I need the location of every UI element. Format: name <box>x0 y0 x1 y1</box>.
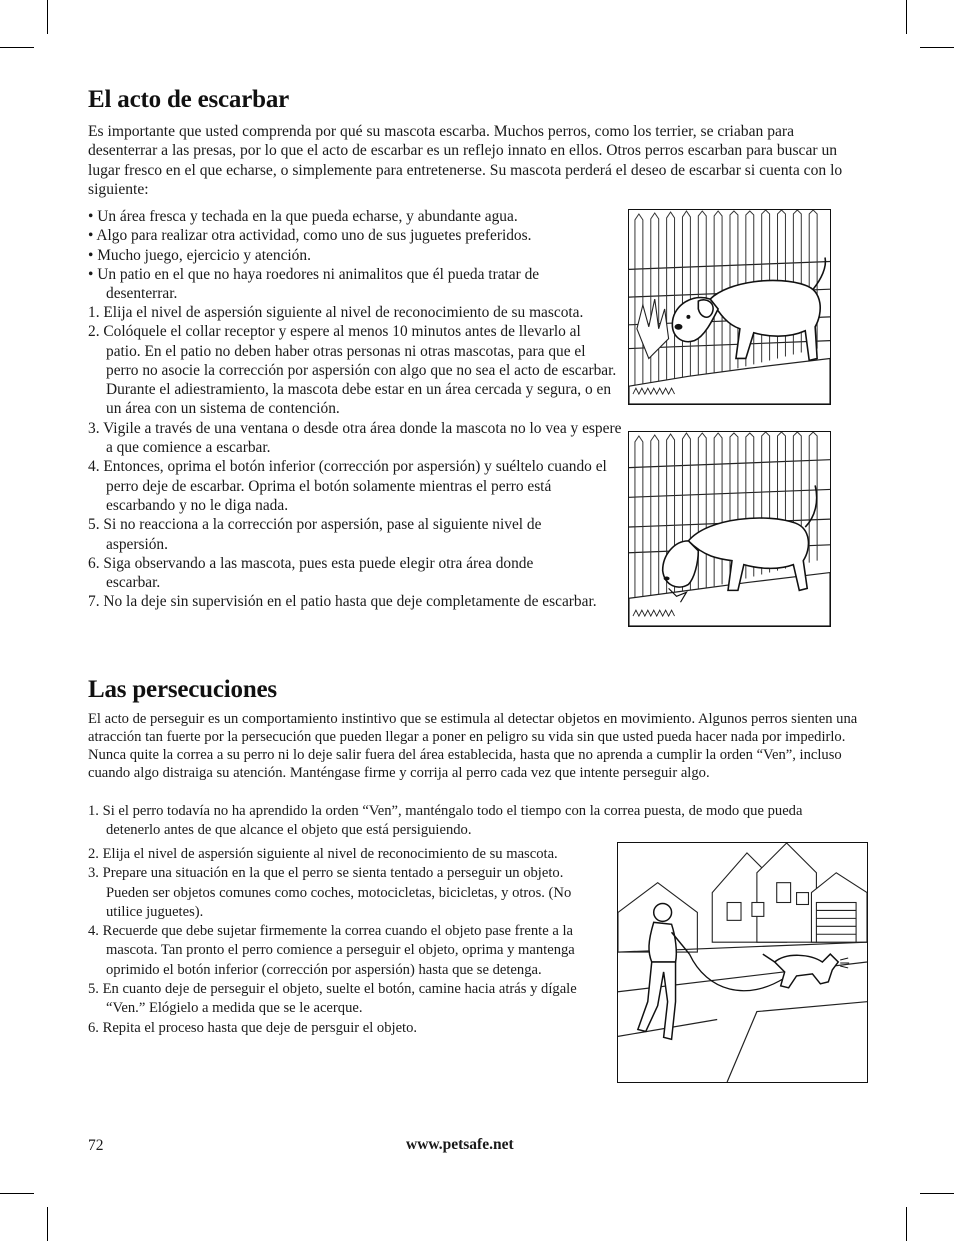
crop-mark <box>47 0 48 34</box>
crop-mark <box>47 1207 48 1241</box>
list-item: • Algo para realizar otra actividad, como uno de sus juguetes preferidos. <box>88 227 532 245</box>
digging-steps <box>88 303 622 612</box>
list-item: • Un patio en el que no haya roedores ni animalitos que él pueda tratar de desenterrar. <box>88 265 540 303</box>
list-item: 1. Si el perro todavía no ha aprendido la orden “Ven”, manténgalo todo el tiempo con la correa puesta, de modo que pueda detenerlo antes de que alcance el objeto que está persiguiendo. <box>88 803 803 839</box>
list-item: 3. Prepare una situación en la que el perro se sienta tentado a perseguir un objeto. Pueden ser objetos comunes como coches, motocicletas, bicicletas, y otros. (No utilice juguetes). <box>88 865 572 920</box>
list-item: 7. No la deje sin supervisión en el patio hasta que deje completamente de escarbar. <box>88 593 597 611</box>
list-item: 4. Recuerde que debe sujetar firmemente la correa cuando el objeto pase frente a la mascota. Tan pronto el perro comience a perseguir el objeto, oprima y mantenga oprimido el botón inferior (corrección por aspersión) hasta que se detenga. <box>88 923 575 978</box>
section-title-digging: El acto de escarbar <box>88 86 290 113</box>
crop-mark <box>0 47 34 48</box>
street-chase-illustration <box>617 842 868 1083</box>
website-url[interactable]: www.petsafe.net <box>406 1136 514 1153</box>
digging-bullets <box>88 207 620 303</box>
list-item: 6. Siga observando a las mascota, pues esta puede elegir otra área donde escarbar. <box>88 554 534 592</box>
list-item: 1. Elija el nivel de aspersión siguiente al nivel de reconocimiento de su mascota. <box>88 304 584 321</box>
section-title-chasing: Las persecuciones <box>88 676 277 703</box>
crop-mark <box>906 0 907 34</box>
list-item: 3. Vigile a través de una ventana o desde otra área donde la mascota no lo vea y espere a que comience a escarbar. <box>88 419 622 457</box>
dog-digging-illustration <box>628 431 831 627</box>
crop-mark <box>920 1193 954 1194</box>
list-item: • Mucho juego, ejercicio y atención. <box>88 246 311 264</box>
page-number: 72 <box>88 1137 104 1154</box>
crop-mark <box>0 1193 34 1194</box>
chasing-steps <box>88 845 588 1038</box>
list-item: • Un área fresca y techada en la que pueda echarse, y abundante agua. <box>88 208 518 225</box>
chasing-intro: El acto de perseguir es un comportamiento instintivo que se estimula al detectar objetos en movimiento. Algunos perros sienten una atracción tan fuerte por la persecución que pueden llegar a poner en peligro su vida sin que usted pueda hacer nada por impedirlo. Nunca quite la correa a su perro ni lo deje salir fuera del área establecida, hasta que no aprenda a cumplir la orden “Ven”, incluso cuando algo distraiga su atención. Manténgase firme y corrija al perro cada vez que intente perseguir algo. <box>88 711 858 782</box>
list-item: 2. Elija el nivel de aspersión siguiente al nivel de reconocimiento de su mascota. <box>88 846 558 862</box>
digging-intro: Es importante que usted comprenda por qué su mascota escarba. Muchos perros, como los terrier, se criaban para desenterrar a las presas, por lo que el acto de escarbar es un reflejo innato en ellos. Otros perros escarban para buscar un lugar fresco en el que echarse, o simplemente para entretenerse. Su mascota perderá el deseo de escarbar si cuenta con lo siguiente: <box>88 123 843 198</box>
list-item: 5. En cuanto deje de perseguir el objeto, suelte el botón, camine hacia atrás y dígale “Ven.” Elógielo a medida que se le acerque. <box>88 981 577 1017</box>
crop-mark <box>906 1207 907 1241</box>
list-item: 5. Si no reacciona a la corrección por aspersión, pase al siguiente nivel de aspersión. <box>88 516 542 553</box>
dog-sniffing-illustration <box>628 209 831 405</box>
list-item: 2. Colóquele el collar receptor y espere al menos 10 minutos antes de llevarlo al patio. En el patio no deben haber otras personas ni otras mascotas, para que el perro no asocie la corrección por aspersión con algo que no sea el acto de escarbar. Durante el adiestramiento, la mascota debe estar en un área cercada y segura, o en un área con un sistema de contención. <box>88 323 617 418</box>
crop-mark <box>920 47 954 48</box>
list-item: 4. Entonces, oprima el botón inferior (corrección por aspersión) y suéltelo cuando el perro deje de escarbar. Oprima el botón solamente mientras el perro está escarbando y no le diga nada. <box>88 458 607 514</box>
list-item: 6. Repita el proceso hasta que deje de persguir el objeto. <box>88 1019 418 1036</box>
chasing-step-1 <box>88 802 858 841</box>
